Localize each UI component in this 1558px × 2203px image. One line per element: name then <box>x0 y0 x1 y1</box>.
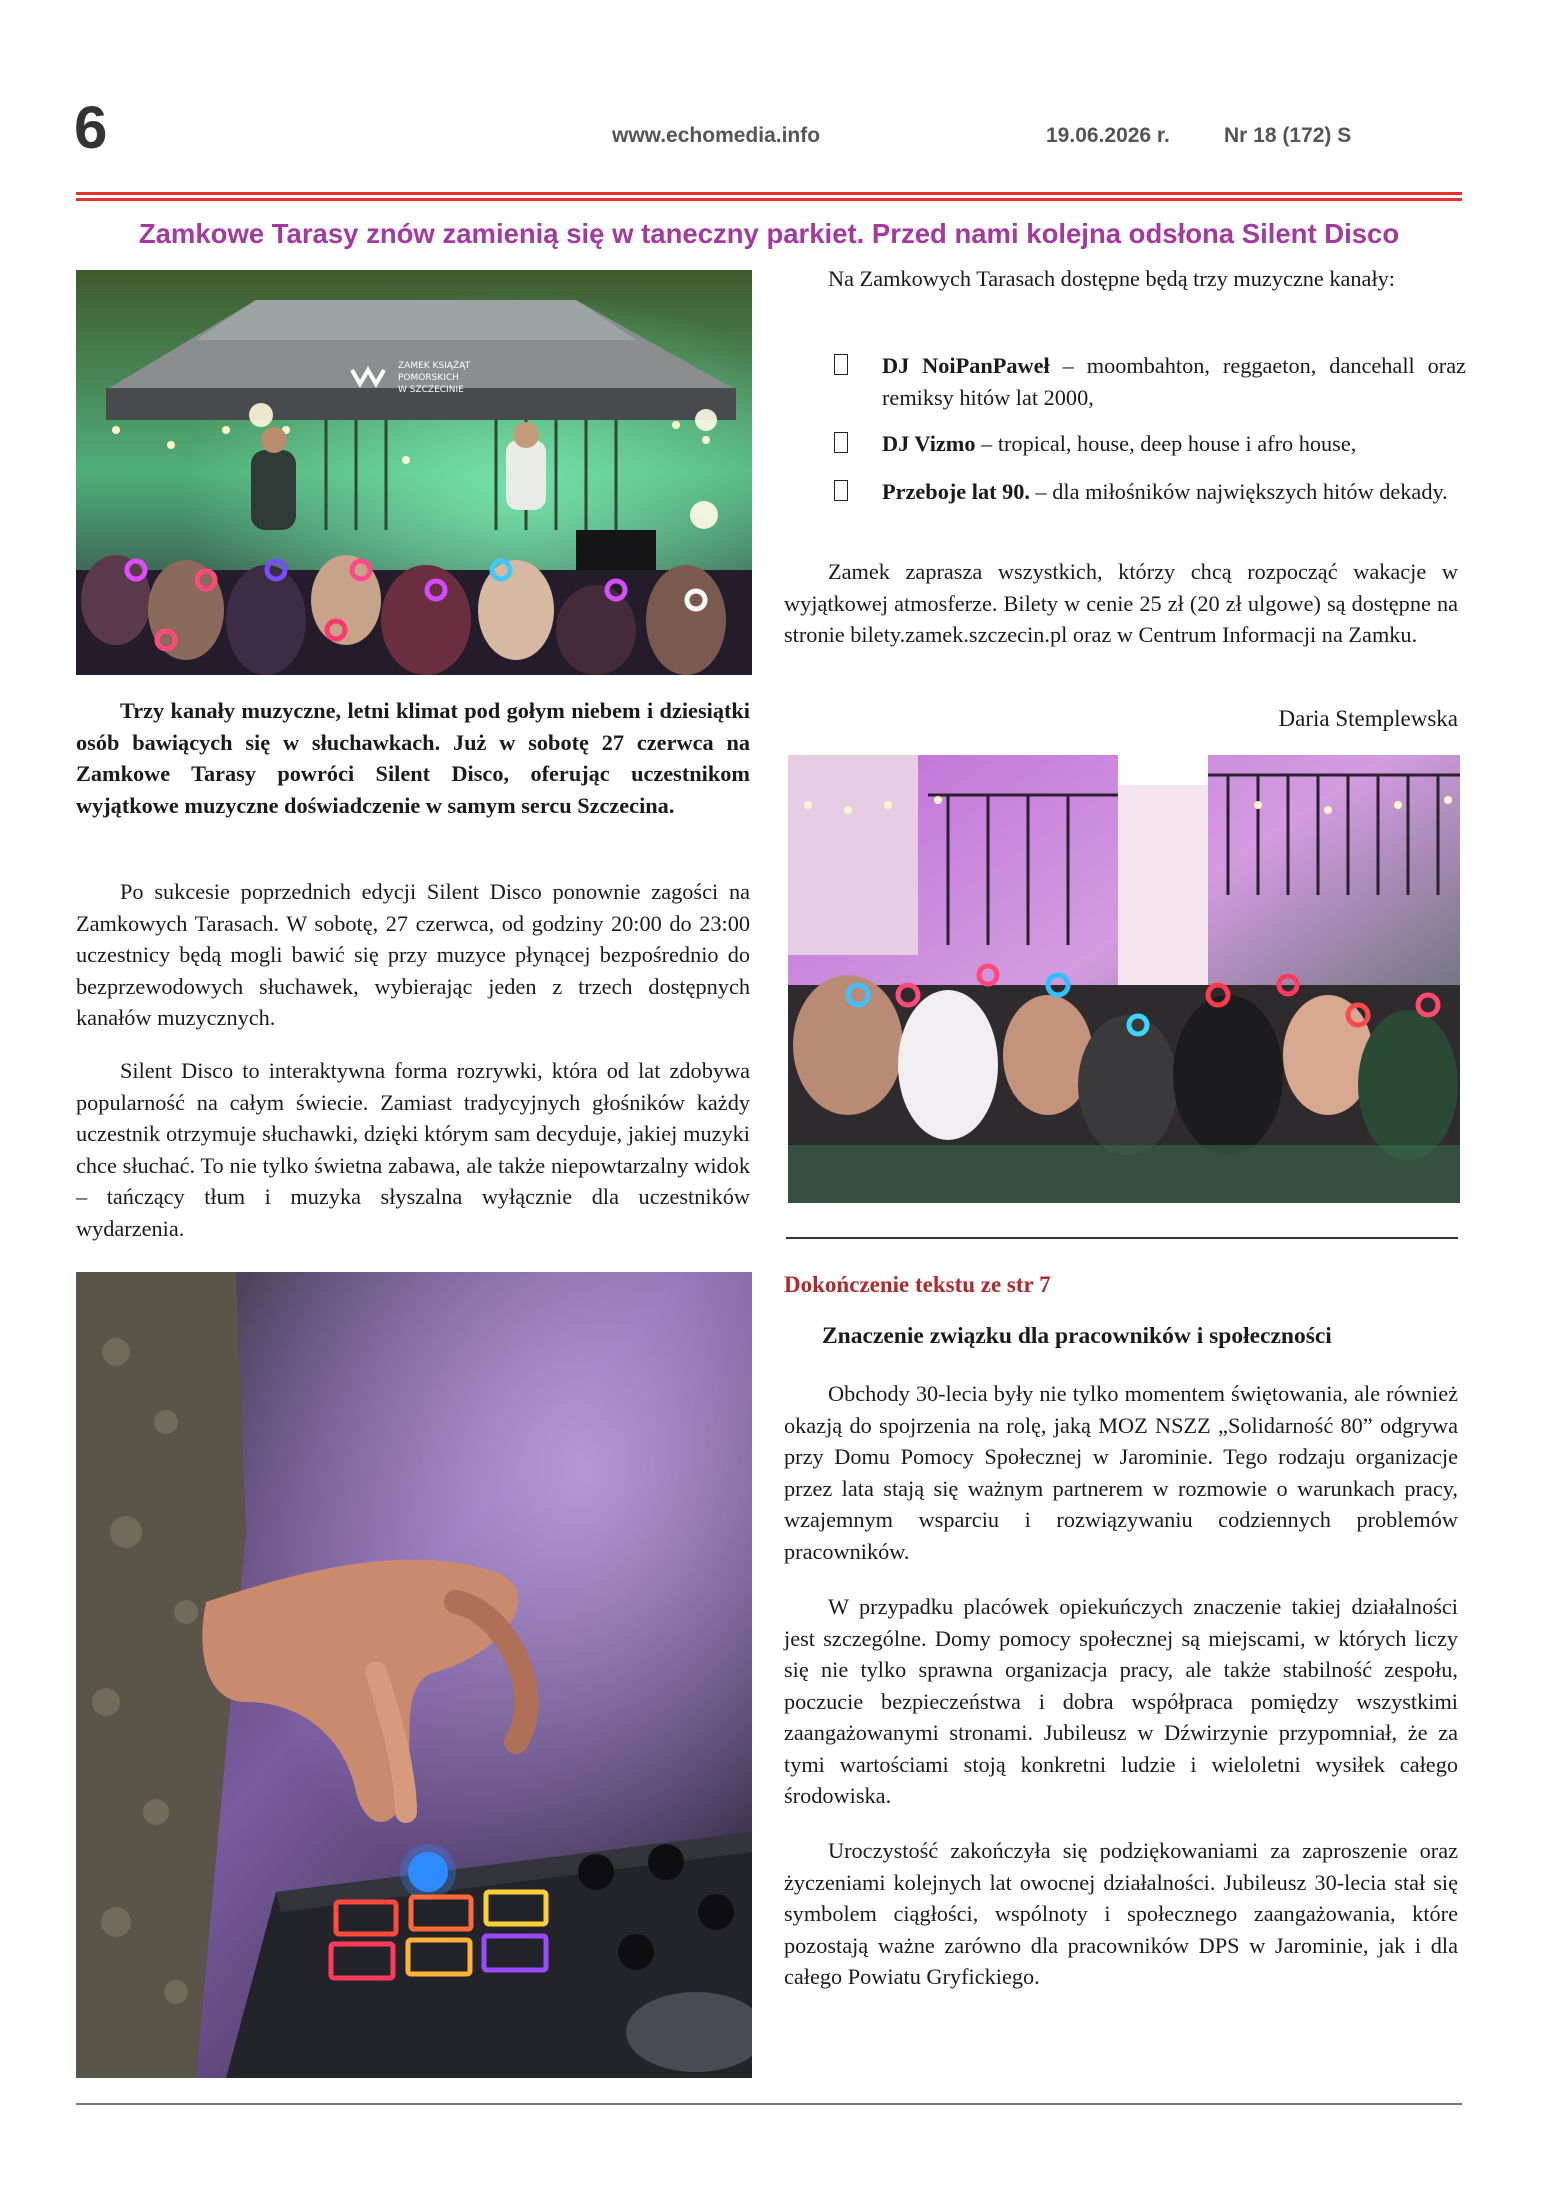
continuation-label: Dokończenie tekstu ze str 7 <box>784 1272 1051 1297</box>
article-paragraph-3: Na Zamkowych Tarasach dostępne będą trzy muzyczne kanały: <box>828 266 1395 291</box>
channel-desc: – moombahton, reggaeton, dancehall oraz remiksy hitów lat 2000, <box>882 353 1466 410</box>
continuation-paragraph-1: Obchody 30-lecia były nie tylko momentem świętowania, ale również okazją do spojrzenia na rolę, jaką MOZ NSZZ „Solidarność 80” odgrywa przy Domu Pomocy Społecznej w Jarominie. Tego rodzaju organizacje przez lata stają się ważnym partnerem w rozmowie o warunkach pracy, wzajemnym wsparciu i rozwiązywaniu codziennych problemów pracowników. <box>784 1381 1458 1564</box>
photo-dj-tent <box>76 270 752 675</box>
channel-desc: – dla miłośników największych hitów dekady. <box>1029 479 1448 504</box>
svg-text:POMORSKICH: POMORSKICH <box>398 373 459 383</box>
header-rule-bottom <box>76 198 1462 201</box>
channel-item <box>834 476 1466 540</box>
channel-desc: – tropical, house, deep house i afro house, <box>975 431 1357 456</box>
continuation-paragraph-3: Uroczystość zakończyła się podziękowaniami za zaproszenie oraz życzeniami kolejnych lat owocnej działalności. Jubileusz 30-lecia stał się symbolem ciągłości, wspólnoty i społecznego zaangażowania, które pozostają ważne zarówno dla pracowników DPS w Jarominie, jak i dla całego Powiatu Gryfickiego. <box>784 1838 1458 1989</box>
issue-number: Nr 18 (172) S <box>1224 124 1352 147</box>
bullet-box-icon <box>834 432 848 453</box>
page-number: 6 <box>74 94 108 161</box>
article-lead: Trzy kanały muzyczne, letni klimat pod gołym niebem i dziesiątki osób bawiących się w słuchawkach. Już w sobotę 27 czerwca na Zamkowe Tarasy powróci Silent Disco, oferując uczestnikom wyjątkowe muzyczne doświadczenie w samym sercu Szczecina. <box>76 698 750 818</box>
continuation-paragraph-2: W przypadku placówek opiekuńczych znaczenie takiej działalności jest szczególne. Domy pomocy społecznej są miejscami, w których liczy się nie tylko sprawna organizacja pracy, ale także stabilność zespołu, poczucie bezpieczeństwa i dobra współpraca pomiędzy wszystkimi zaangażowanymi stronami. Jubileusz w Dźwirzynie przypomniał, że za tymi wartościami stoją konkretni ludzie i wieloletni wysiłek całego środowiska. <box>784 1594 1458 1808</box>
bullet-box-icon <box>834 354 848 375</box>
tent-logo-text: ZAMEK KSIĄŻĄT <box>398 361 471 371</box>
svg-text:W SZCZECINIE: W SZCZECINIE <box>398 385 464 395</box>
article-paragraph-1: Po sukcesie poprzednich edycji Silent Disco ponownie zagości na Zamkowych Tarasach. W sobotę, 27 czerwca, od godziny 20:00 do 23:00 uczestnicy będą mogli bawić się przy muzyce płynącej bezpośrednio do bezprzewodowych słuchawek, wybierając jeden z trzech dostępnych kanałów muzycznych. <box>76 879 750 1030</box>
article-paragraph-4: Zamek zaprasza wszystkich, którzy chcą rozpocząć wakacje w wyjątkowej atmosferze. Bilety w cenie 25 zł (20 zł ulgowe) są dostępne na stronie bilety.zamek.szczecin.pl oraz w Centrum Informacji na Zamku. <box>784 559 1458 647</box>
channel-name: DJ Vizmo <box>882 431 976 456</box>
channel-name: Przeboje lat 90. <box>882 479 1030 504</box>
channel-item <box>834 428 1466 460</box>
footer-rule <box>76 2103 1462 2105</box>
article-headline: Zamkowe Tarasy znów zamienią się w taneczny parkiet. Przed nami kolejna odsłona Silent Disco <box>138 218 1400 249</box>
photo-dancing-crowd <box>788 755 1460 1203</box>
article-paragraph-2: Silent Disco to interaktywna forma rozrywki, która od lat zdobywa popularność na całym świecie. Zamiast tradycyjnych głośników każdy uczestnik otrzymuje słuchawki, dzięki którym sam decyduje, jakiej muzyki chce słuchać. To nie tylko świetna zabawa, ale także niepowtarzalny widok – tańczący tłum i muzyka słyszalna wyłącznie dla uczestników wydarzenia. <box>76 1058 750 1241</box>
website-url: www.echomedia.info <box>612 124 821 147</box>
article-author: Daria Stemplewska <box>1278 706 1458 731</box>
header-rule-top <box>76 192 1462 195</box>
issue-date: 19.06.2026 r. <box>1046 124 1170 147</box>
section-subheading: Znaczenie związku dla pracowników i społeczności <box>822 1323 1332 1349</box>
channel-item <box>834 350 1466 414</box>
channel-name: DJ NoiPanPaweł <box>882 353 1050 378</box>
bullet-box-icon <box>834 480 848 501</box>
photo-dj-controller <box>76 1272 752 2078</box>
section-divider <box>786 1237 1458 1239</box>
